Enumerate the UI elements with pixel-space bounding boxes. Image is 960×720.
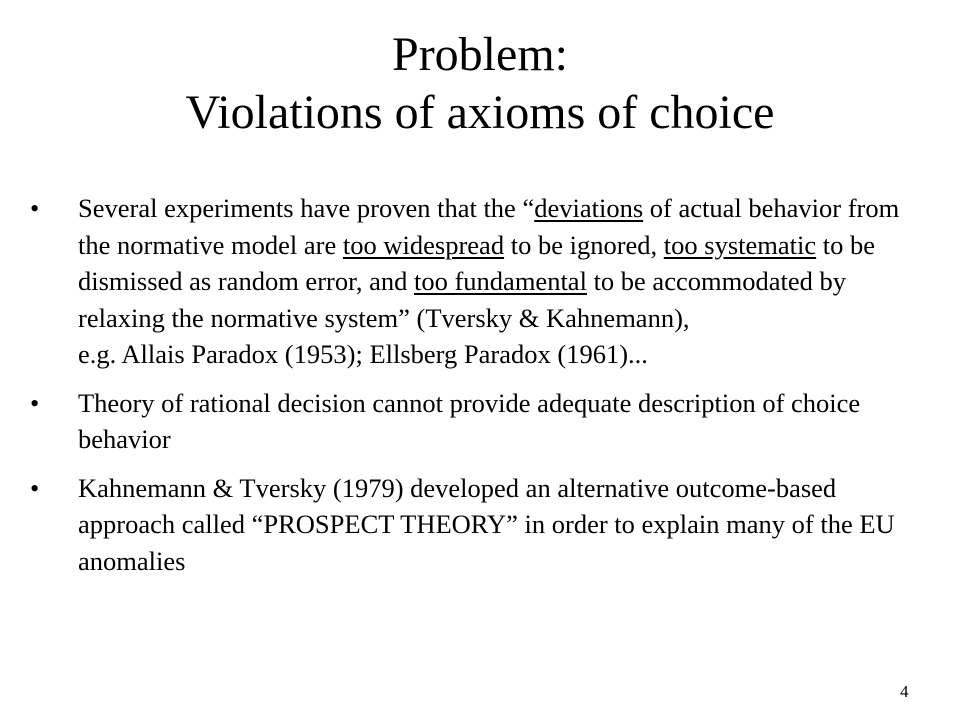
text-run: to be dismissed as random error, and xyxy=(78,229,876,296)
text-run: Several experiments have proven that the “ xyxy=(78,193,535,223)
bullet-text: Kahnemann & Tversky (1979) developed an alternative outcome-based approach called “PROSPECT THEORY” in order to explain many of the EU anomalies xyxy=(78,472,895,576)
bullet-icon: • xyxy=(30,387,40,418)
title-line-1: Problem: xyxy=(392,28,568,81)
title-line-2: Violations of axioms of choice xyxy=(185,86,775,139)
underlined-term-deviations: deviations xyxy=(534,193,644,223)
page-number: 4 xyxy=(900,682,909,701)
bullet-example: e.g. Allais Paradox (1953); Ellsberg Paradox (1961)... xyxy=(78,339,648,369)
bullet-list xyxy=(30,190,910,591)
underlined-term-fundamental: too fundamental xyxy=(414,266,587,296)
bullet-item-rational-decision xyxy=(30,385,910,458)
underlined-term-widespread: too widespread xyxy=(342,229,505,260)
bullet-text xyxy=(78,190,910,336)
text-run: of actual behavior from the normative model are xyxy=(78,193,900,260)
bullet-item-prospect-theory xyxy=(30,470,910,580)
bullet-icon: • xyxy=(30,193,40,223)
underlined-term-systematic: too systematic xyxy=(663,229,817,260)
text-run: to be accommodated by relaxing the normative system” (Tversky & Kahnemann), xyxy=(78,266,846,333)
slide-title xyxy=(0,26,960,142)
bullet-text: Theory of rational decision cannot provide adequate description of choice behavior xyxy=(78,387,861,454)
bullet-item-deviations xyxy=(30,190,910,373)
bullet-icon: • xyxy=(30,472,40,503)
text-run: to be ignored, xyxy=(504,229,664,260)
